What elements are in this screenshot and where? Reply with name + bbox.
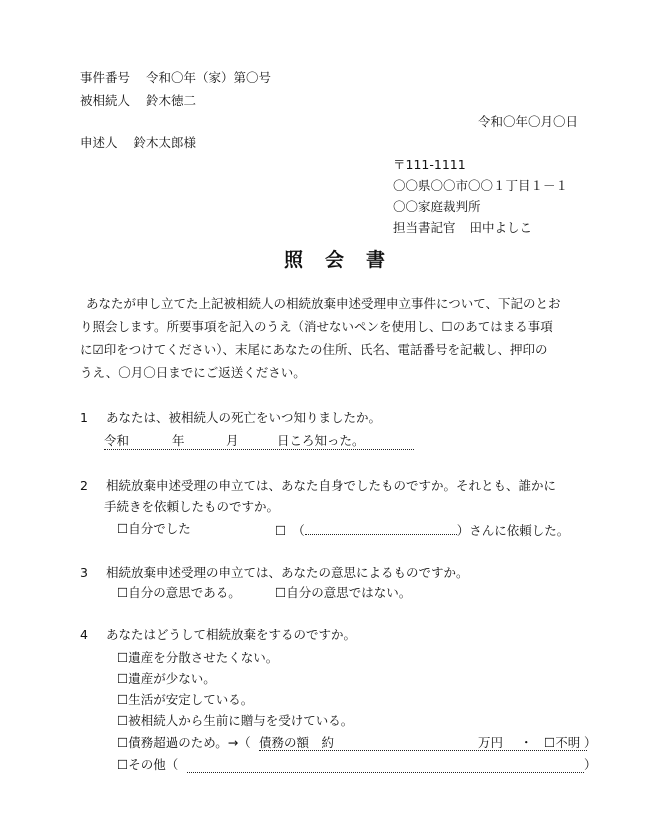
case-number-value: 令和〇年（家）第〇号 (146, 70, 272, 85)
question-2 (80, 478, 556, 494)
decedent-name: 鈴木徳二 (146, 93, 197, 108)
intro-line-4: うえ、〇月〇日までにご返送ください。 (80, 365, 306, 380)
q2-option-self[interactable]: ☐自分でした (117, 521, 191, 536)
q4-option-2[interactable]: ☐遺産が少ない。 (117, 671, 216, 686)
q4-option-4[interactable]: ☐被相続人から生前に贈与を受けている。 (117, 713, 354, 728)
question-4 (80, 627, 356, 643)
question-3-number: 3 (80, 565, 88, 580)
intro-line-1: あなたが申し立てた上記被相続人の相続放棄申述受理申立事件について、下記のとお (86, 296, 561, 311)
q4-other-reason-field[interactable] (187, 758, 584, 773)
q4-option-3[interactable]: ☐生活が安定している。 (117, 692, 254, 707)
q2-option-delegated[interactable] (275, 521, 569, 539)
clerk-label: 担当書記官 (393, 220, 456, 235)
q2-open-paren: （ (292, 523, 305, 538)
q4-debt-close-paren: ） (584, 735, 597, 750)
question-3-text: 相続放棄申述受理の申立ては、あなたの意思によるものですか。 (105, 565, 469, 580)
q1-year-label: 年 (172, 433, 185, 448)
question-3 (80, 565, 468, 581)
question-2-number: 2 (80, 478, 88, 493)
clerk-line (393, 220, 532, 236)
applicant-name: 鈴木太郎様 (133, 135, 197, 150)
applicant-line (80, 135, 196, 151)
q3-option-not-own-will[interactable]: ☐自分の意思ではない。 (275, 585, 412, 600)
q2-delegated-checkbox[interactable]: ☐ (275, 523, 287, 538)
applicant-label: 申述人 (80, 135, 118, 150)
document-date: 令和〇年〇月〇日 (478, 114, 579, 129)
document-title: 照会書 (284, 249, 408, 271)
q4-debt-separator: ・ (520, 735, 533, 750)
decedent-line (80, 93, 196, 109)
intro-line-3: に☑印をつけてください）、末尾にあなたの住所、氏名、電話番号を記載し、押印の (80, 342, 548, 357)
decedent-label: 被相続人 (80, 93, 131, 108)
q4-option-debt[interactable] (117, 735, 597, 752)
question-2-text-1: 相続放棄申述受理の申立ては、あなた自身でしたものですか。それとも、誰かに (105, 478, 556, 493)
clerk-name: 田中よしこ (469, 220, 533, 235)
q3-option-own-will[interactable]: ☐自分の意思である。 (117, 585, 241, 600)
q1-day-suffix: 日ころ知った。 (277, 433, 365, 448)
q4-other-close-paren: ） (584, 757, 597, 772)
q2-close-suffix: ）さんに依頼した。 (456, 523, 570, 538)
question-4-text: あなたはどうして相続放棄をするのですか。 (105, 627, 356, 642)
case-number-label: 事件番号 (80, 70, 131, 85)
q4-debt-label: 債務の額 約 (259, 735, 335, 750)
q1-month-label: 月 (226, 433, 239, 448)
q4-debt-unit: 万円 (478, 735, 504, 750)
question-2-text-2: 手続きを依頼したものですか。 (104, 499, 280, 514)
q4-debt-unknown-option[interactable]: ☐不明 (544, 735, 581, 750)
q4-option-1[interactable]: ☐遺産を分散させたくない。 (117, 650, 279, 665)
q1-date-dotted-line[interactable] (104, 434, 414, 450)
question-1 (80, 410, 381, 426)
q4-other-checkbox-label[interactable]: ☐その他（ (117, 757, 179, 772)
court-address: 〇〇県〇〇市〇〇１丁目１－１ (393, 178, 569, 193)
q4-debt-checkbox-label[interactable]: ☐債務超過のため。→（ (117, 735, 251, 750)
q4-option-other[interactable] (117, 757, 597, 774)
postal-code: 〒111-1111 (393, 157, 466, 172)
court-name: 〇〇家庭裁判所 (393, 199, 481, 214)
q2-delegate-name-field[interactable] (305, 521, 457, 535)
intro-line-2: り照会します。所要事項を記入のうえ（消せないペンを使用し、☐のあてはまる事項 (80, 319, 553, 334)
question-1-number: 1 (80, 410, 88, 425)
question-1-text: あなたは、被相続人の死亡をいつ知りましたか。 (105, 410, 381, 425)
question-4-number: 4 (80, 627, 88, 642)
case-number-line (80, 70, 271, 86)
q1-era: 令和 (104, 433, 130, 448)
